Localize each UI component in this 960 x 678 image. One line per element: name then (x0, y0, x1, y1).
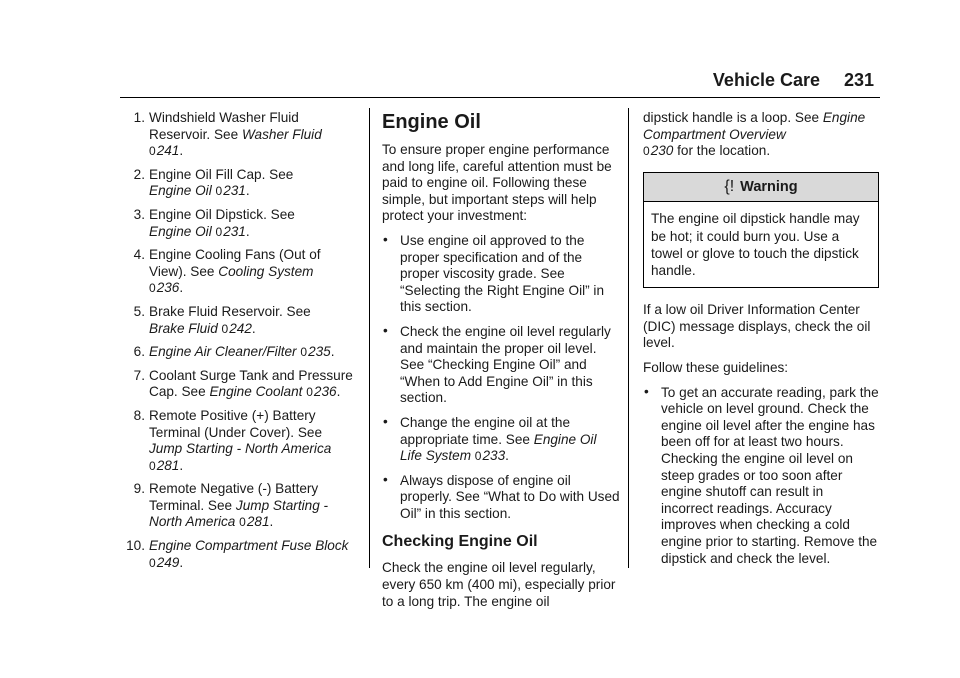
bullet-text: Change the engine oil at the appropriate time. See (400, 414, 571, 447)
check-paragraph: Check the engine oil level regularly, every 650 km (400 mi), especially prior to a long trip. The engine oil (382, 560, 616, 609)
paragraph-text: dipstick handle is a loop. See (643, 110, 823, 125)
warning-body: The engine oil dipstick handle may be hot; it could burn you. Use a towel or glove to touch the dipstick handle. (651, 211, 860, 278)
punctuation: . (245, 223, 250, 239)
page-ref-icon: 0 (215, 224, 223, 239)
punctuation: . (179, 143, 184, 159)
engine-oil-section (382, 110, 620, 618)
punctuation: . (179, 554, 184, 570)
page-header (560, 64, 878, 96)
list-item (123, 538, 355, 571)
page-ref-icon: 0 (149, 144, 156, 159)
subsection-heading: Checking Engine Oil (382, 533, 538, 551)
cross-reference-link[interactable]: Engine Oil (149, 183, 212, 199)
bullet-mark: • (383, 322, 388, 338)
item-number: 10. (126, 538, 145, 554)
page-ref-link[interactable]: 242 (229, 320, 252, 336)
bullet-item (382, 324, 620, 407)
list-item (123, 304, 355, 337)
list-item (123, 207, 355, 240)
item-number: 7. (133, 367, 145, 383)
item-number: 8. (133, 407, 145, 423)
cross-reference-link[interactable]: Engine Oil Life System (400, 431, 597, 464)
bullet-item: • Change the engine oil at the appropriate time. See Engine Oil Life System 0233. (383, 413, 597, 464)
bullet-text: To get an accurate reading, park the vehicle on level ground. Check the engine oil level after the engine has been off for at least two hours. Checking the engine oil level on steep grades or too soon after engine shutoff can result in incorrect readings. Accuracy improves when checking a cold engine prior to starting. Remove the dipstick and check the level. (661, 384, 879, 566)
page-ref-icon: 0 (239, 515, 246, 530)
cross-reference-link[interactable]: Engine Compartment Overview (643, 110, 866, 142)
page-ref-icon: 0 (474, 449, 482, 464)
column-divider (628, 108, 629, 568)
list-item (123, 344, 355, 361)
punctuation: . (179, 457, 184, 473)
bullet-text: Use engine oil approved to the proper specification and of the proper viscosity grade. See “Selecting the Right Engine Oil” in this section. (400, 232, 605, 315)
page-number: 231 (843, 70, 874, 90)
list-item (123, 110, 355, 160)
cross-reference-link[interactable]: Engine Oil (149, 223, 212, 239)
bullet-mark: • (644, 383, 649, 399)
page-ref-link[interactable]: 235 (308, 344, 331, 360)
item-text: Remote Negative (-) Battery Terminal. See (149, 481, 319, 513)
page-ref-icon: 0 (149, 281, 156, 296)
cross-reference-link[interactable]: Jump Starting - North America (149, 497, 329, 530)
punctuation: . (245, 183, 250, 199)
bullet-mark: • (383, 471, 388, 487)
page-ref-icon: 0 (306, 385, 313, 400)
punctuation: . (269, 514, 274, 530)
section-heading: Engine Oil (382, 111, 481, 133)
engine-oil-continued (643, 110, 879, 575)
item-text: Coolant Surge Tank and Pressure Cap. See (149, 367, 353, 400)
bullet-text: Check the engine oil level regularly and maintain the proper oil level. See “Checking Engine Oil” and “When to Add Engine Oil” in this section. (400, 323, 611, 406)
column-divider (369, 108, 370, 568)
cross-reference-link[interactable]: Washer Fluid (241, 126, 322, 142)
section-title: Vehicle Care (712, 70, 820, 90)
header-rule (120, 97, 880, 98)
bullet-text: Always dispose of engine oil properly. See “What to Do with Used Oil” in this section. (400, 472, 620, 521)
item-text: Remote Positive (+) Battery Terminal (Under Cover). See (149, 407, 323, 440)
cross-reference-link[interactable]: Jump Starting - North America (149, 441, 332, 457)
page-ref-icon: 0 (221, 321, 229, 336)
page-ref-link[interactable]: 233 (482, 448, 506, 464)
item-text: Engine Oil Fill Cap. See (149, 166, 294, 182)
page-ref-link[interactable]: 231 (223, 183, 246, 199)
page-ref-link[interactable]: 230 (650, 143, 674, 159)
list-item (123, 408, 355, 474)
dic-paragraph: If a low oil Driver Information Center (DIC) message displays, check the oil level. (643, 302, 871, 351)
punctuation: . (330, 344, 335, 360)
punctuation: . (251, 320, 256, 336)
item-number: 3. (133, 206, 145, 222)
bullet-mark: • (383, 413, 388, 429)
item-number: 6. (133, 344, 145, 360)
item-number: 1. (133, 110, 145, 125)
bullet-item (643, 385, 879, 568)
item-text: Engine Oil Dipstick. See (149, 206, 295, 222)
warning-icon: {! (724, 177, 735, 195)
punctuation: . (179, 280, 184, 296)
page-ref-icon: 0 (300, 345, 308, 360)
component-list (123, 110, 355, 578)
list-item (123, 368, 355, 401)
bullet-item (382, 473, 620, 523)
item-number: 4. (133, 247, 145, 263)
cross-reference-link[interactable]: Brake Fluid (149, 320, 218, 336)
cross-reference-link[interactable]: Engine Coolant (209, 384, 303, 400)
item-number: 9. (133, 481, 145, 497)
cross-reference-link[interactable]: Engine Compartment Fuse Block (149, 538, 349, 554)
list-item (123, 481, 355, 531)
item-text: Windshield Washer Fluid Reservoir. See (149, 110, 299, 142)
page-ref-link[interactable]: 236 (313, 384, 337, 400)
page-ref-link[interactable]: 241 (156, 143, 180, 159)
list-item (123, 167, 355, 200)
guidelines-intro: Follow these guidelines: (643, 359, 789, 375)
item-text: Engine Cooling Fans (Out of View). See (149, 247, 321, 279)
page-ref-link[interactable]: 231 (223, 223, 246, 239)
punctuation: . (336, 384, 341, 400)
warning-box (643, 172, 879, 288)
page-ref-link[interactable]: 249 (156, 554, 180, 570)
paragraph-text: for the location. (673, 143, 771, 159)
page-ref-link[interactable]: 236 (156, 280, 180, 296)
page-ref-link[interactable]: 281 (246, 514, 270, 530)
bullet-mark: • (383, 231, 388, 247)
warning-header (644, 173, 878, 203)
page-ref-icon: 0 (149, 555, 156, 570)
item-number: 5. (133, 303, 145, 319)
item-number: 2. (133, 166, 145, 182)
continued-paragraph (643, 110, 879, 160)
bullet-item (382, 233, 620, 316)
list-item (123, 247, 355, 297)
warning-title: Warning (740, 178, 798, 195)
cross-reference-link[interactable]: Cooling System (218, 263, 314, 279)
item-text: Brake Fluid Reservoir. See (149, 303, 311, 319)
intro-paragraph: To ensure proper engine performance and long life, careful attention must be paid to engine oil. Following these simple, but important steps will help protect your investment: (382, 142, 612, 224)
cross-reference-link[interactable]: Engine Air Cleaner/Filter (149, 344, 297, 360)
page-ref-icon: 0 (643, 144, 650, 159)
page-ref-link[interactable]: 281 (156, 457, 180, 473)
page-ref-icon: 0 (215, 184, 223, 199)
page-ref-icon: 0 (149, 458, 156, 473)
